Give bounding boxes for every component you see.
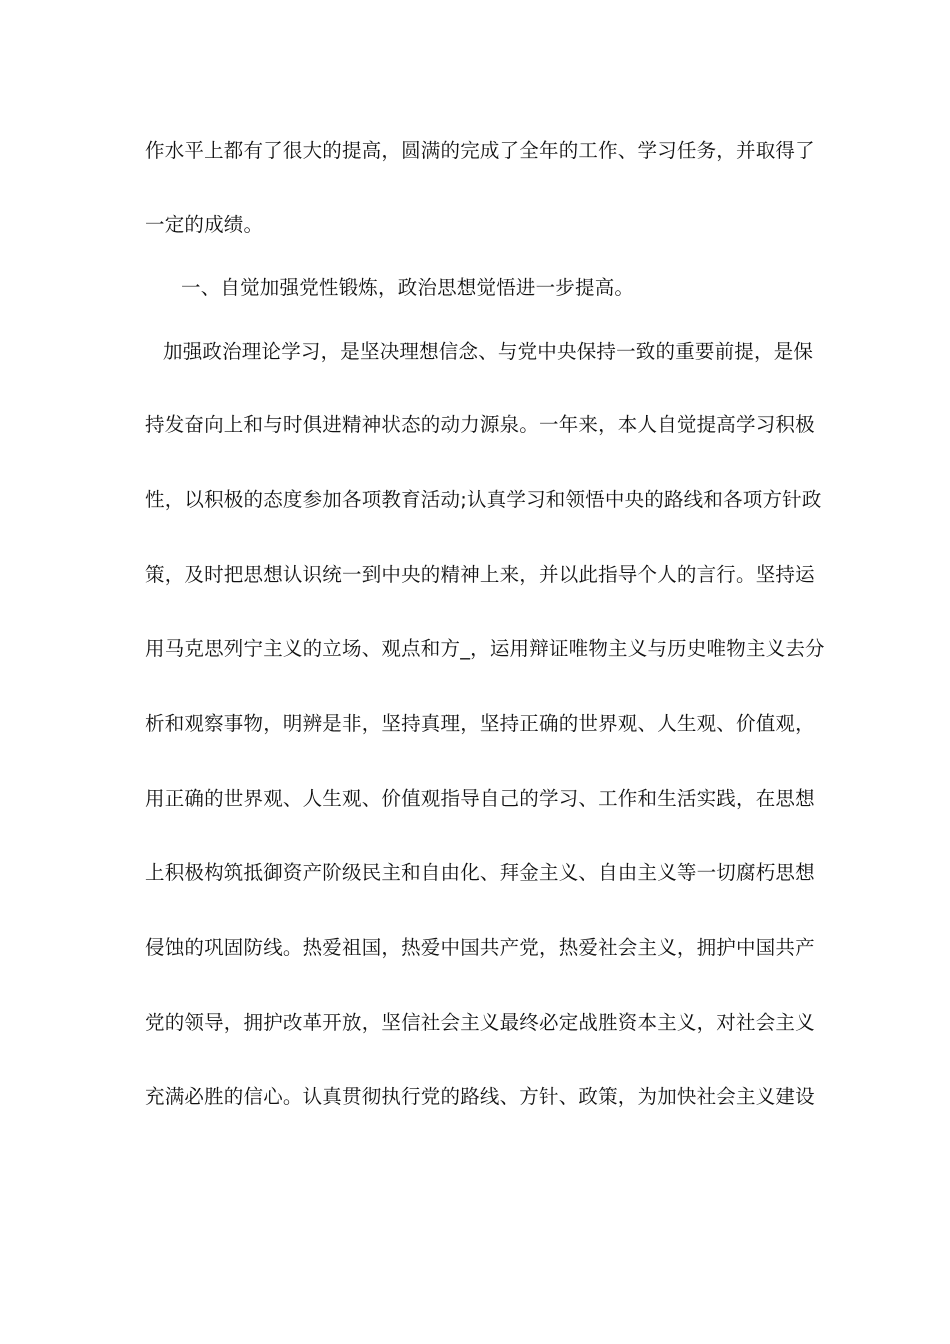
body-text-line: 充满必胜的信心。认真贯彻执行党的路线、方针、政策，为加快社会主义建设 <box>145 1085 815 1108</box>
body-text-line: 作水平上都有了很大的提高，圆满的完成了全年的工作、学习任务，并取得了 <box>145 139 815 162</box>
body-text-line: 一定的成绩。 <box>145 213 264 236</box>
body-text-line: 上积极构筑抵御资产阶级民主和自由化、拜金主义、自由主义等一切腐朽思想 <box>145 861 815 884</box>
body-text-line: 用正确的世界观、人生观、价值观指导自己的学习、工作和生活实践，在思想 <box>145 787 815 810</box>
body-text-line: 侵蚀的巩固防线。热爱祖国，热爱中国共产党，热爱社会主义，拥护中国共产 <box>145 936 815 959</box>
body-text-line: 持发奋向上和与时俱进精神状态的动力源泉。一年来，本人自觉提高学习积极 <box>145 413 815 436</box>
section-heading: 一、自觉加强党性锻炼，政治思想觉悟进一步提高。 <box>181 276 635 299</box>
body-text-line: 析和观察事物，明辨是非，坚持真理，坚持正确的世界观、人生观、价值观， <box>145 712 815 735</box>
body-text-line: 策，及时把思想认识统一到中央的精神上来，并以此指导个人的言行。坚持运 <box>145 563 815 586</box>
body-text-line: 加强政治理论学习，是坚决理想信念、与党中央保持一致的重要前提，是保 <box>163 340 814 363</box>
body-text-line: 性，以积极的态度参加各项教育活动;认真学习和领悟中央的路线和各项方针政 <box>145 488 822 511</box>
body-text-line: 党的领导，拥护改革开放，坚信社会主义最终必定战胜资本主义，对社会主义 <box>145 1011 815 1034</box>
body-text-line: 用马克思列宁主义的立场、观点和方_，运用辩证唯物主义与历史唯物主义去分 <box>145 637 825 660</box>
